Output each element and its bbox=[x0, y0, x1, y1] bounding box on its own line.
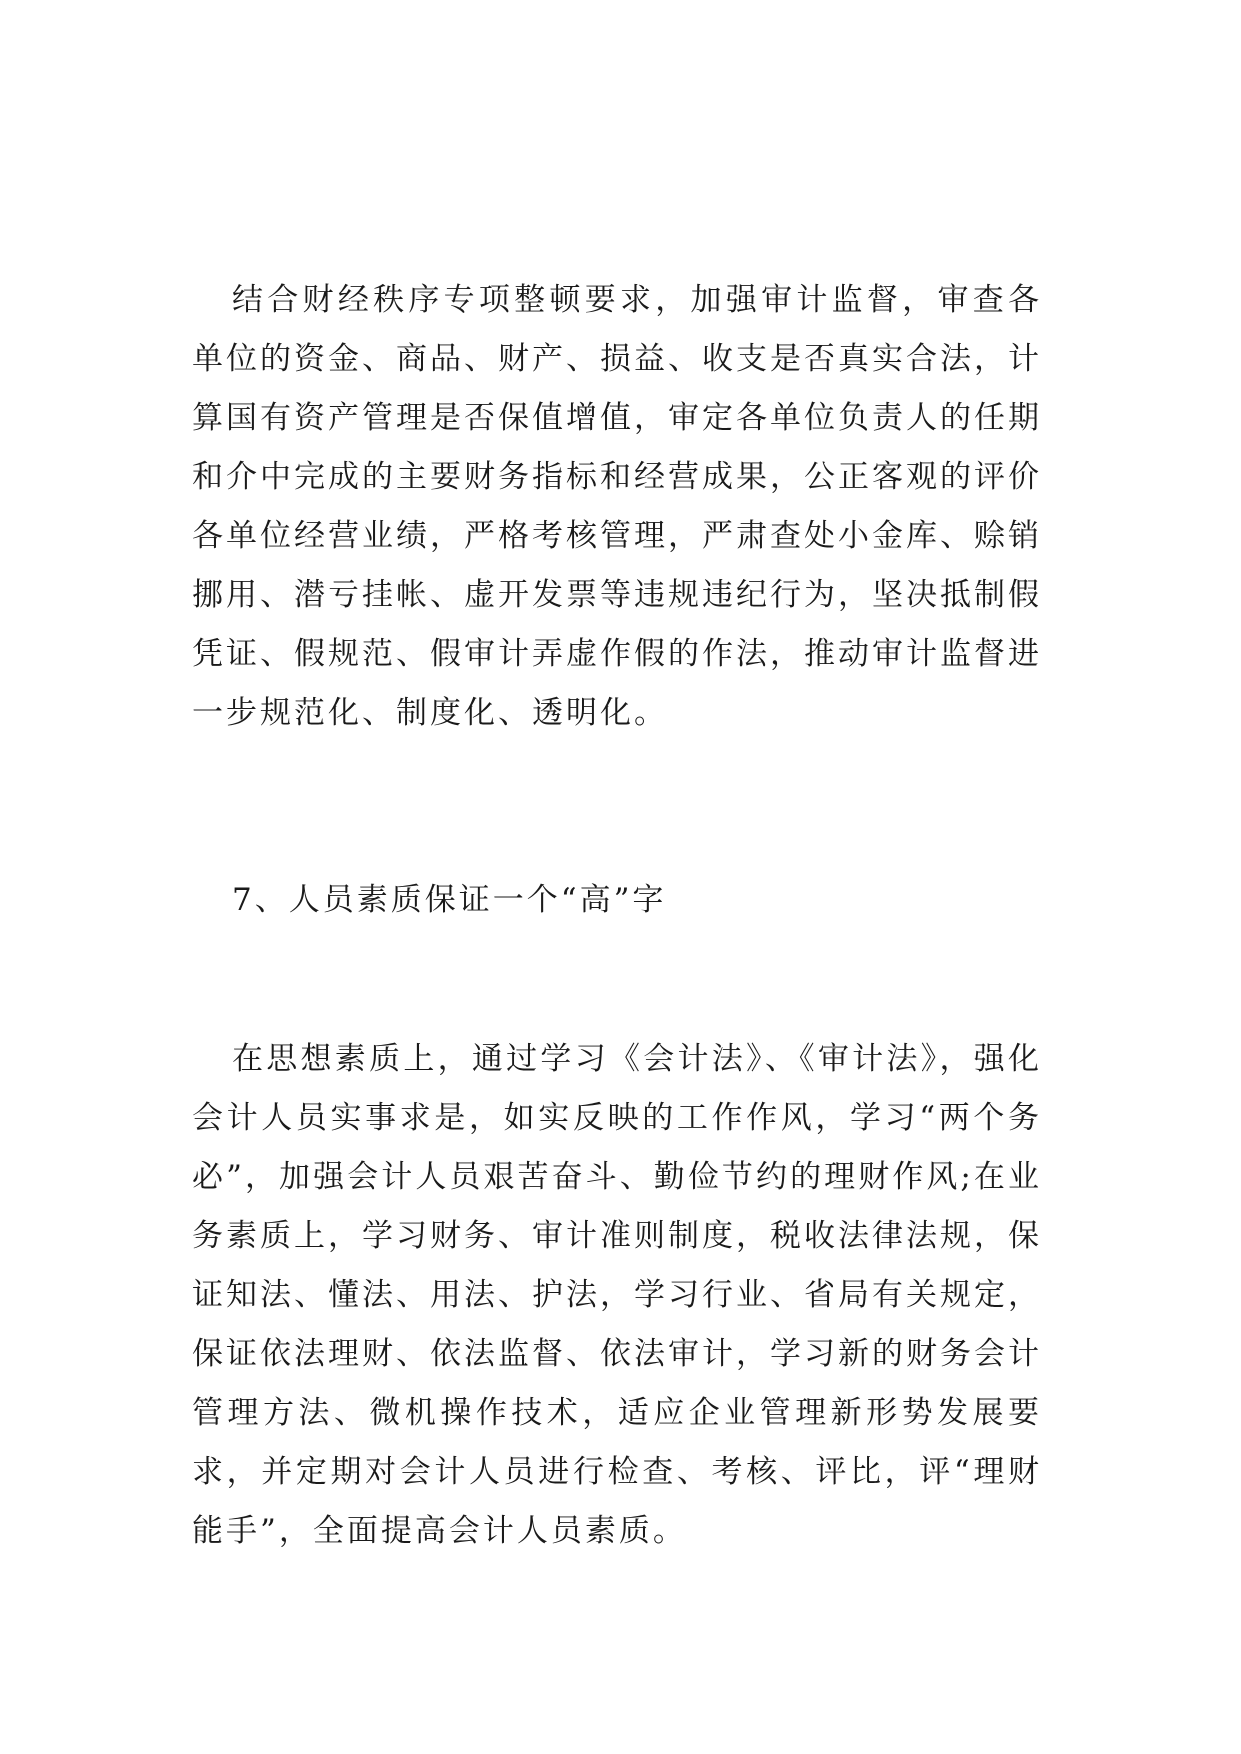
section-heading-7: 7、人员素质保证一个“高”字 bbox=[232, 882, 667, 918]
body-paragraph-quality: 在思想素质上，通过学习《会计法》、《审计法》，强化会计人员实事求是，如实反映的工作作风，学习“两个务必”，加强会计人员艰苦奋斗、勤俭节约的理财作风;在业务素质上，学习财务、审计准则制度，税收法律法规，保证知法、懂法、用法、护法，学习行业、省局有关规定，保证依法理财、依法监督、依法审计，学习新的财务会计管理方法、微机操作技术，适应企业管理新形势发展要求，并定期对会计人员进行检查、考核、评比，评“理财能手”，全面提高会计人员素质。 bbox=[192, 1041, 1042, 1549]
body-paragraph-audit: 结合财经秩序专项整顿要求，加强审计监督，审查各单位的资金、商品、财产、损益、收支是否真实合法，计算国有资产管理是否保值增值，审定各单位负责人的任期和介中完成的主要财务指标和经营成果，公正客观的评价各单位经营业绩，严格考核管理，严肃查处小金库、赊销挪用、潜亏挂帐、虚开发票等违规违纪行为，坚决抵制假凭证、假规范、假审计弄虚作假的作法，推动审计监督进一步规范化、制度化、透明化。 bbox=[192, 282, 1042, 731]
